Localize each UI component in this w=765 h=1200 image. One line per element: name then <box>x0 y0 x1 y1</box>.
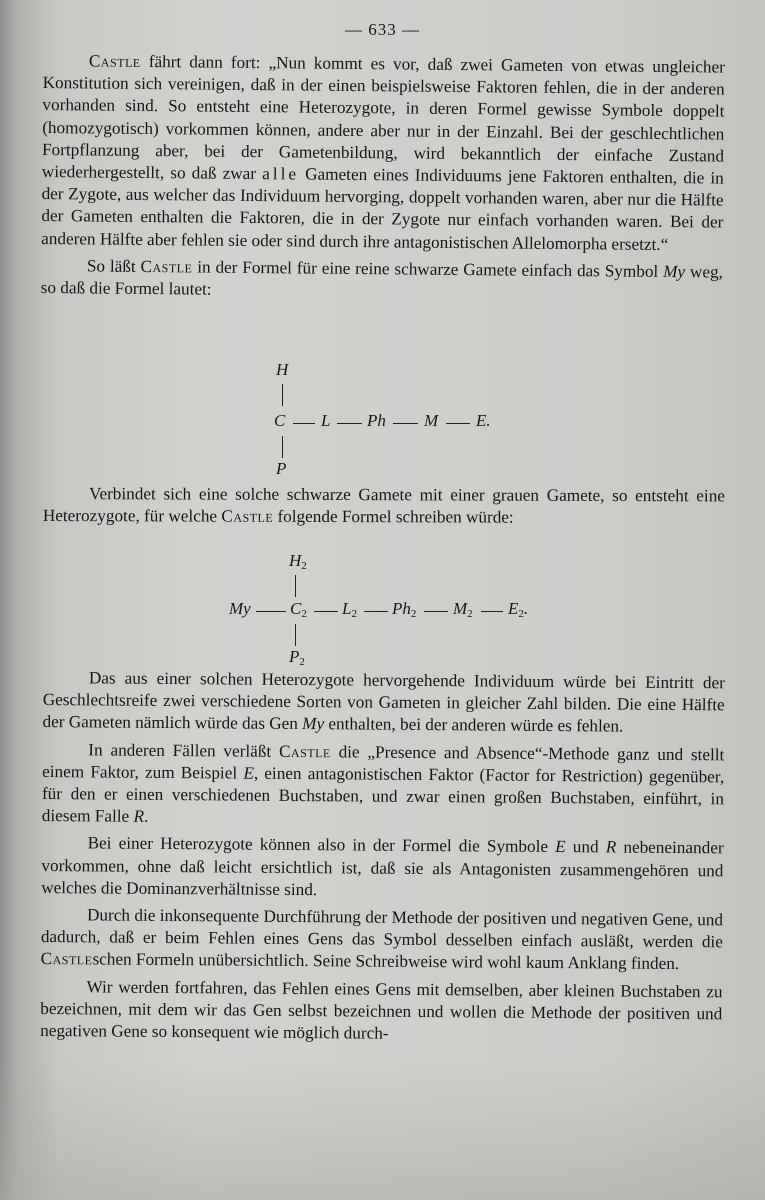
gene-symbol: R <box>605 837 617 857</box>
bond-line <box>256 611 286 612</box>
formula-symbol-bottom: $P_2$ <box>289 647 305 668</box>
gene-symbol: My <box>302 714 325 734</box>
paragraph-inconsistency: Durch die inkonsequente Durchführung der Methode der positiven und negativen Gene, und dadurch, daß er beim Fehlen eines Gens das Symbol desselben einfach ausläßt, werden die Castleschen Formeln unübersichtlich. Seine Schreibweise wird wohl kaum Anklang finden. <box>40 905 724 974</box>
formula-symbol: $M_2$ <box>453 599 473 620</box>
paragraph-formula-intro: So läßt Castle in der Formel für eine reine schwarze Gamete einfach das Symbol My weg, so daß die Formel lautet: <box>40 256 723 299</box>
page-number: — 633 — <box>345 20 420 39</box>
author-name: Castle <box>88 51 141 71</box>
formula-symbol: $E_2$. <box>508 599 529 620</box>
formula-symbol-top: $H_2$ <box>289 551 307 572</box>
paragraph-heterozygote-intro: Verbindet sich eine solche schwarze Gamete mit einer grauen Gamete, so entsteht eine Heterozygote, für welche Castle folgende Formel schreiben würde: <box>42 484 725 527</box>
formula-symbol-center: $C_2$ <box>290 599 307 620</box>
formula-symbol: Ph <box>367 411 386 430</box>
paragraph-antagonists: Bei einer Heterozygote können also in der Formel die Symbole E und R nebeneinander vorkommen, ohne daß leicht ersichtlich ist, daß sie als Antagonisten zusammengehören und welches die Dominanzverhältnisse sind. <box>41 833 724 899</box>
author-name: Castle <box>140 256 193 277</box>
formula-symbol: M <box>424 411 439 430</box>
bond-line <box>295 624 296 646</box>
formula-symbol: $L_2$ <box>342 599 357 620</box>
formula-symbol-bottom: P <box>276 459 287 478</box>
gene-symbol: My <box>663 261 686 282</box>
paragraph-continuation: Wir werden fortfahren, das Fehlen eines Gens mit demselben, aber kleinen Buchstaben zu bezeichnen, mit dem wir das Gen selbst bezeichnen und wollen die Methode der positiven und negativen Gene so konsequent wie möglich durch- <box>40 976 723 1043</box>
formula-symbol: E. <box>476 411 491 430</box>
gene-symbol: R <box>133 806 145 827</box>
formula-symbol: $Ph_2$ <box>392 599 417 620</box>
formula-symbol: L <box>321 411 331 430</box>
paragraph-gamete-sorts: Das aus einer solchen Heterozygote hervorgehende Individuum würde bei Eintritt der Geschlechtsreife zwei verschiedene Sorten von Gameten in gleicher Zahl bilden. Die eine Hälfte der Gameten nämlich würde das Gen My enthalten, bei der anderen würde es fehlen. <box>42 668 725 736</box>
bond-line <box>481 611 503 612</box>
bond-line <box>295 575 296 597</box>
gene-symbol: E <box>243 763 254 783</box>
paragraph-presence-absence: In anderen Fällen verläßt Castle die „Presence and Absence“-Methode ganz und stellt einem Faktor, zum Beispiel E, einen antagonistischen Faktor (Factor for Restriction) gegenüber, für den er einen verschiedenen Buchstaben, und zwar einen großen Buchstaben, einführt, in diesem Falle R. <box>41 739 725 827</box>
formula-symbol-top: H <box>276 360 289 379</box>
spaced-word: alle <box>262 164 300 184</box>
formula-symbol-left: My <box>229 599 251 618</box>
bond-line <box>364 611 388 612</box>
gene-symbol: E <box>555 837 566 857</box>
formula-symbol-center: C <box>274 411 286 430</box>
author-name: Castle <box>40 949 93 969</box>
bond-line <box>314 611 338 612</box>
author-name: Castle <box>221 506 274 527</box>
paragraph-castle-quote: Castle fährt dann fort: „Nun kommt es vor, daß zwei Gameten von etwas ungleicher Konstitution sich vereinigen, daß in der einen beispielsweise Faktoren fehlen, die in der anderen vorhanden sind. So entsteht eine Heterozygote, in deren Formel gewisse Symbole doppelt (homozygotisch) vorkommen können, andere aber nur in der Einzahl. Bei der geschlechtlichen Fortpflanzung aber, bei der Gametenbildung, wird bekanntlich der einfache Zustand wiederhergestellt, so daß zwar alle Gameten eines Individuums jene Faktoren enthalten, die in der Zygote, aus welcher das Individuum hervorging, doppelt vorhanden waren, aber nur die Hälfte der Gameten enthalten die Faktoren, die in der Zygote nur einfach vorhanden waren. Bei der anderen Hälfte aber fehlen sie oder sind durch ihre antagonistischen Allelomorpha ersetzt.“ <box>41 51 725 254</box>
bond-line <box>424 611 448 612</box>
author-name: Castle <box>278 741 331 761</box>
text-block-bottom <box>40 667 725 1048</box>
